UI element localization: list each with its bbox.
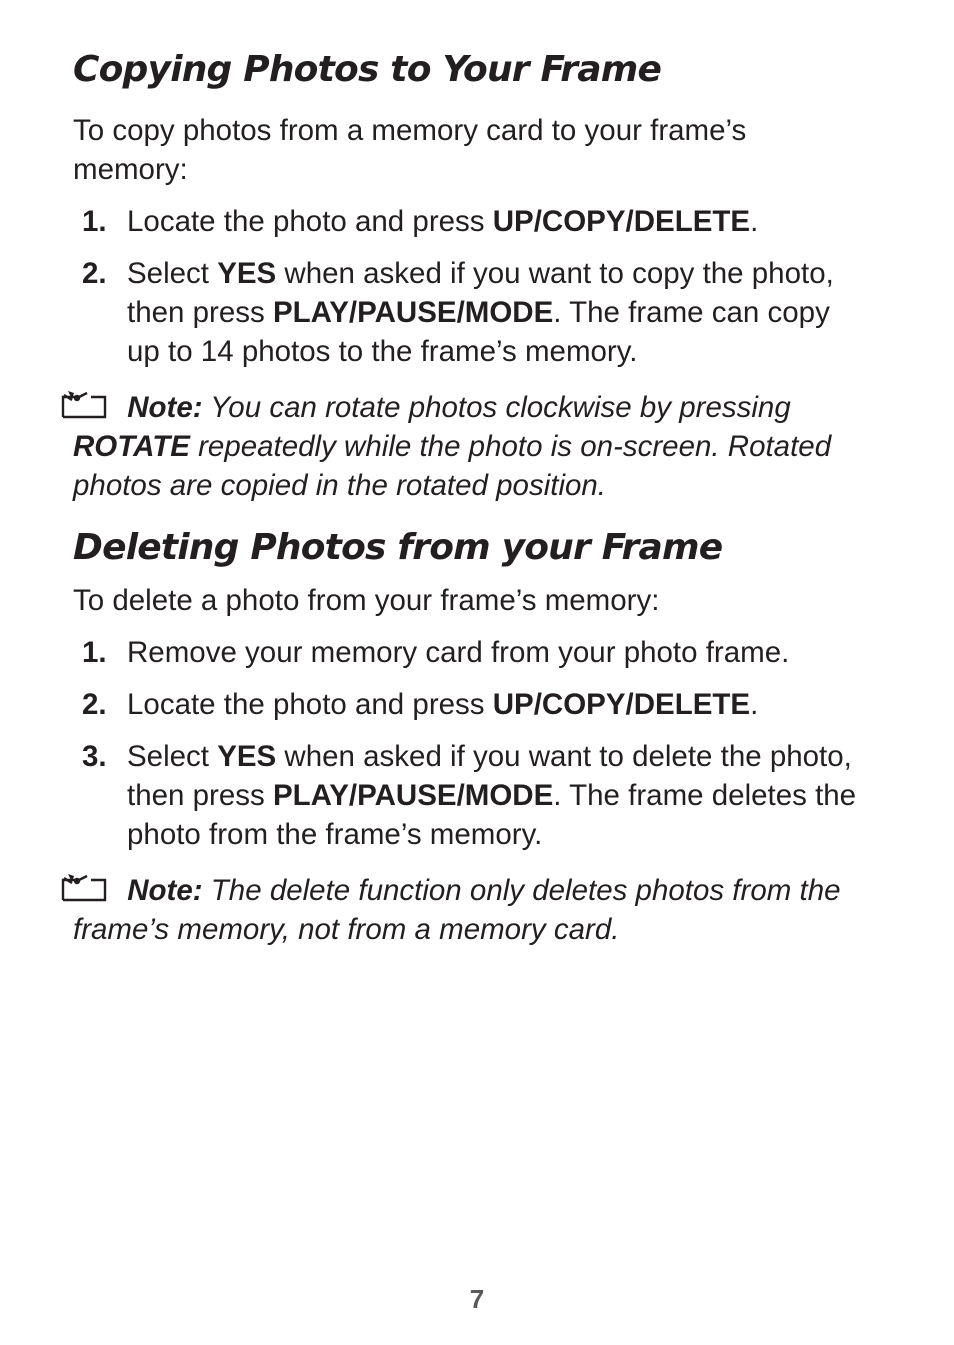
step-button-name: UP/COPY/DELETE bbox=[492, 688, 751, 721]
step-number: 2. bbox=[82, 257, 107, 290]
section-intro-copying: To copy photos from a memory card to your frame’s memory: bbox=[73, 114, 747, 186]
delete-steps-list bbox=[73, 633, 873, 854]
step-button-name: PLAY/PAUSE/MODE bbox=[272, 779, 554, 812]
step-text: . The frame deletes the photo from the frame’s memory. bbox=[127, 779, 857, 851]
note-label: Note: bbox=[127, 391, 203, 424]
pushpin-note-icon bbox=[61, 389, 119, 421]
copy-steps-list bbox=[73, 202, 873, 371]
step-button-name: YES bbox=[217, 740, 277, 773]
section-heading-copying: Copying Photos to Your Frame bbox=[73, 49, 662, 90]
step-text: Locate the photo and press bbox=[127, 205, 493, 238]
step-text: when asked if you want to copy the photo, then press bbox=[127, 257, 834, 329]
step-text: . bbox=[750, 688, 759, 721]
step-number: 2. bbox=[82, 688, 107, 721]
note-label: Note: bbox=[127, 874, 203, 907]
list-item bbox=[73, 633, 873, 672]
list-item bbox=[73, 737, 867, 854]
step-button-name: PLAY/PAUSE/MODE bbox=[272, 296, 554, 329]
note-rotate bbox=[73, 388, 873, 505]
section-heading-deleting: Deleting Photos from your Frame bbox=[73, 527, 723, 568]
note-button-name: ROTATE bbox=[73, 430, 190, 463]
step-button-name: UP/COPY/DELETE bbox=[492, 205, 751, 238]
step-text: when asked if you want to delete the photo, then press bbox=[127, 740, 852, 812]
page-number: 7 bbox=[469, 1284, 485, 1314]
step-number: 1. bbox=[82, 636, 107, 669]
step-text: Locate the photo and press bbox=[127, 688, 493, 721]
step-text: . bbox=[750, 205, 759, 238]
step-button-name: YES bbox=[217, 257, 277, 290]
step-text: . The frame can copy up to 14 photos to the frame’s memory. bbox=[127, 296, 830, 368]
section-intro-deleting: To delete a photo from your frame’s memory: bbox=[73, 584, 660, 617]
list-item bbox=[73, 254, 867, 371]
step-text: Remove your memory card from your photo frame. bbox=[127, 636, 790, 669]
list-item bbox=[73, 202, 873, 241]
pushpin-note-icon bbox=[61, 872, 119, 904]
step-number: 1. bbox=[82, 205, 107, 238]
step-number: 3. bbox=[82, 740, 107, 773]
list-item bbox=[73, 685, 873, 724]
step-text: Select bbox=[127, 257, 218, 290]
note-text: repeatedly while the photo is on-screen. Rotated photos are copied in the rotated position. bbox=[73, 430, 832, 502]
note-text: The delete function only deletes photos from the frame’s memory, not from a memory card. bbox=[73, 874, 841, 946]
note-text: You can rotate photos clockwise by pressing bbox=[202, 391, 791, 424]
note-delete bbox=[73, 871, 873, 949]
step-text: Select bbox=[127, 740, 218, 773]
